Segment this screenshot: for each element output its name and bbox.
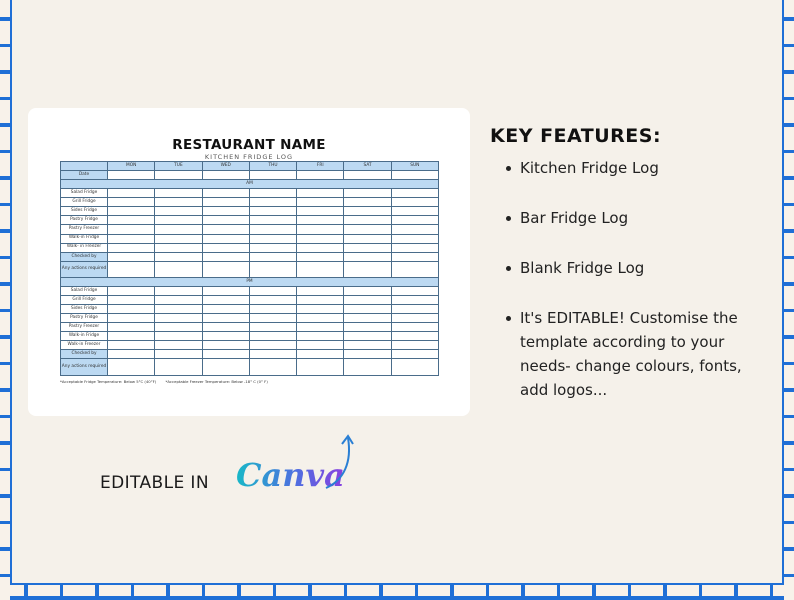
table-row [61,162,439,171]
table-entry-cell[interactable] [249,332,296,341]
table-entry-cell[interactable] [108,286,155,295]
table-entry-cell[interactable] [344,359,391,376]
table-entry-cell[interactable] [391,207,438,216]
table-entry-cell[interactable] [202,225,249,234]
table-entry-cell[interactable] [297,189,344,198]
table-entry-cell[interactable] [155,225,202,234]
table-label-cell: SAT [344,162,391,171]
bullet-icon [506,216,511,221]
table-entry-cell[interactable] [344,243,391,252]
table-entry-cell[interactable] [344,323,391,332]
border-tile [0,153,10,176]
feature-item: Kitchen Fridge Log [506,156,756,180]
border-tile [0,339,10,362]
table-entry-cell[interactable] [155,296,202,305]
table-entry-cell[interactable] [344,261,391,277]
table-corner-cell[interactable] [61,162,108,171]
table-entry-cell[interactable] [202,261,249,277]
border-tile [418,585,450,596]
border-tile [784,100,794,123]
border-tile [784,74,794,97]
table-entry-cell[interactable] [344,305,391,314]
table-entry-cell[interactable] [249,286,296,295]
table-label-cell: Walk- in Freezer [61,243,108,252]
border-tile [784,312,794,335]
border-tile [784,445,794,468]
border-tile [631,585,663,596]
table-entry-cell[interactable] [391,243,438,252]
table-entry-cell[interactable] [108,261,155,277]
table-entry-cell[interactable] [155,350,202,359]
table-label-cell: Date [61,171,108,180]
border-tile [784,233,794,256]
table-entry-cell[interactable] [391,359,438,376]
table-entry-cell[interactable] [202,189,249,198]
table-label-cell: Any actions required [61,261,108,277]
table-entry-cell[interactable] [108,207,155,216]
table-label-cell: Checked by [61,350,108,359]
table-entry-cell[interactable] [108,216,155,225]
border-tile [0,365,10,388]
editable-in-label: EDITABLE IN [100,473,209,493]
border-tile [0,127,10,150]
table-entry-cell[interactable] [391,216,438,225]
table-entry-cell[interactable] [344,296,391,305]
table-row [61,296,439,305]
table-entry-cell[interactable] [297,171,344,180]
freezer-temp-note: *Acceptable Freezer Temperature: Below -18° C (0° F) [165,379,268,384]
border-tile [0,418,10,441]
bullet-icon [506,316,511,321]
border-tile [0,392,10,415]
table-entry-cell[interactable] [108,350,155,359]
border-tile [454,585,486,596]
table-entry-cell[interactable] [202,341,249,350]
border-tile [784,498,794,521]
table-entry-cell[interactable] [297,252,344,261]
table-entry-cell[interactable] [249,207,296,216]
table-row [61,332,439,341]
table-entry-cell[interactable] [297,332,344,341]
table-entry-cell[interactable] [155,332,202,341]
table-entry-cell[interactable] [297,243,344,252]
table-label-cell: AM [61,180,439,189]
table-entry-cell[interactable] [202,314,249,323]
table-entry-cell[interactable] [108,359,155,376]
table-row [61,314,439,323]
table-row [61,305,439,314]
table-entry-cell[interactable] [249,234,296,243]
table-entry-cell[interactable] [344,252,391,261]
table-entry-cell[interactable] [297,341,344,350]
border-tile [784,127,794,150]
table-entry-cell[interactable] [249,252,296,261]
border-tile [0,100,10,123]
table-entry-cell[interactable] [344,225,391,234]
table-row [61,225,439,234]
table-entry-cell[interactable] [108,234,155,243]
table-label-cell: Pastry Fridge [61,314,108,323]
table-entry-cell[interactable] [391,296,438,305]
border-tile [702,585,734,596]
table-entry-cell[interactable] [202,286,249,295]
table-label-cell: Salad Fridge [61,189,108,198]
table-entry-cell[interactable] [297,207,344,216]
bullet-icon [506,166,511,171]
table-entry-cell[interactable] [108,225,155,234]
table-entry-cell[interactable] [202,171,249,180]
table-entry-cell[interactable] [202,359,249,376]
table-label-cell: Pastry Fridge [61,216,108,225]
table-entry-cell[interactable] [344,171,391,180]
table-entry-cell[interactable] [344,314,391,323]
border-tile [784,286,794,309]
table-entry-cell[interactable] [249,216,296,225]
table-row [61,216,439,225]
fridge-temp-note: *Acceptable Fridge Temperature: Below 5°C (40°F) [60,379,157,384]
table-label-cell: Salad Fridge [61,286,108,295]
table-label-cell: PM [61,277,439,286]
table-entry-cell[interactable] [297,225,344,234]
log-subtitle: KITCHEN FRIDGE LOG [204,153,294,161]
table-entry-cell[interactable] [202,252,249,261]
table-label-cell: Grill Fridge [61,198,108,207]
border-tile [784,339,794,362]
table-label-cell: FRI [297,162,344,171]
table-entry-cell[interactable] [297,296,344,305]
border-tile [170,585,202,596]
border-tile [784,0,794,17]
border-tile [383,585,415,596]
table-entry-cell[interactable] [108,341,155,350]
table-entry-cell[interactable] [297,359,344,376]
table-entry-cell[interactable] [249,350,296,359]
table-entry-cell[interactable] [249,341,296,350]
table-entry-cell[interactable] [155,314,202,323]
table-entry-cell[interactable] [202,243,249,252]
border-tile [784,365,794,388]
table-entry-cell[interactable] [155,234,202,243]
table-entry-cell[interactable] [391,323,438,332]
table-entry-cell[interactable] [297,323,344,332]
table-entry-cell[interactable] [344,341,391,350]
border-tile [784,153,794,176]
table-row [61,261,439,277]
border-tile [560,585,592,596]
border-tile [784,524,794,547]
table-entry-cell[interactable] [297,234,344,243]
table-label-cell: Grill Fridge [61,296,108,305]
border-tile [784,259,794,282]
template-preview-card [28,108,470,416]
table-entry-cell[interactable] [391,332,438,341]
border-tile [0,180,10,203]
table-entry-cell[interactable] [391,305,438,314]
table-label-cell: Walk-in Freezer [61,341,108,350]
border-tile [784,551,794,574]
table-entry-cell[interactable] [391,225,438,234]
table-entry-cell[interactable] [249,305,296,314]
table-entry-cell[interactable] [108,189,155,198]
border-tile [0,286,10,309]
border-tile [241,585,273,596]
table-entry-cell[interactable] [108,323,155,332]
border-tile [738,585,770,596]
table-entry-cell[interactable] [297,261,344,277]
border-tile [63,585,95,596]
border-tile [0,585,24,596]
table-entry-cell[interactable] [391,234,438,243]
table-entry-cell[interactable] [108,171,155,180]
border-tile [784,21,794,44]
table-entry-cell[interactable] [391,189,438,198]
table-entry-cell[interactable] [155,305,202,314]
table-row [61,243,439,252]
table-entry-cell[interactable] [344,350,391,359]
table-entry-cell[interactable] [344,234,391,243]
table-label-cell: TUE [155,162,202,171]
table-entry-cell[interactable] [297,216,344,225]
border-tile [773,585,794,596]
table-entry-cell[interactable] [202,332,249,341]
feature-item: It's EDITABLE! Customise the template according to your needs- change colours, fonts, add logos... [506,306,756,402]
border-tile [0,259,10,282]
border-tile [347,585,379,596]
fridge-log-table [60,161,439,376]
border-tile [0,233,10,256]
table-entry-cell[interactable] [391,171,438,180]
table-entry-cell[interactable] [155,216,202,225]
table-label-cell: Sides Fridge [61,207,108,216]
table-entry-cell[interactable] [202,216,249,225]
table-entry-cell[interactable] [108,243,155,252]
table-entry-cell[interactable] [249,225,296,234]
table-row [61,180,439,189]
border-tile [0,21,10,44]
table-entry-cell[interactable] [108,198,155,207]
border-tile [99,585,131,596]
table-entry-cell[interactable] [249,314,296,323]
table-entry-cell[interactable] [108,314,155,323]
table-entry-cell[interactable] [155,359,202,376]
border-tile [0,524,10,547]
table-row [61,234,439,243]
table-entry-cell[interactable] [391,286,438,295]
table-entry-cell[interactable] [344,189,391,198]
table-row [61,286,439,295]
table-row [61,277,439,286]
table-entry-cell[interactable] [108,296,155,305]
table-row [61,323,439,332]
table-entry-cell[interactable] [249,189,296,198]
border-tile [784,392,794,415]
table-entry-cell[interactable] [391,198,438,207]
table-entry-cell[interactable] [108,305,155,314]
table-entry-cell[interactable] [202,323,249,332]
border-tile [0,206,10,229]
table-entry-cell[interactable] [297,286,344,295]
table-entry-cell[interactable] [391,350,438,359]
border-tile [489,585,521,596]
table-entry-cell[interactable] [155,171,202,180]
table-entry-cell[interactable] [155,261,202,277]
features-list [506,156,756,402]
border-tile [0,312,10,335]
table-entry-cell[interactable] [391,314,438,323]
border-tile [0,551,10,574]
table-row [61,171,439,180]
border-tile [205,585,237,596]
table-entry-cell[interactable] [202,305,249,314]
table-row [61,189,439,198]
temperature-notes [60,379,276,384]
border-tile [0,47,10,70]
table-entry-cell[interactable] [297,350,344,359]
table-entry-cell[interactable] [202,198,249,207]
table-entry-cell[interactable] [297,305,344,314]
table-entry-cell[interactable] [155,243,202,252]
table-entry-cell[interactable] [249,323,296,332]
table-label-cell: Walk-in Fridge [61,332,108,341]
border-tile [784,418,794,441]
table-entry-cell[interactable] [344,286,391,295]
table-label-cell: Checked by [61,252,108,261]
table-entry-cell[interactable] [297,314,344,323]
table-entry-cell[interactable] [108,332,155,341]
bullet-icon [506,266,511,271]
table-label-cell: THU [249,162,296,171]
table-entry-cell[interactable] [391,261,438,277]
restaurant-name-title: RESTAURANT NAME [172,137,326,153]
table-entry-cell[interactable] [344,216,391,225]
border-tile [312,585,344,596]
table-entry-cell[interactable] [202,234,249,243]
table-label-cell: Pastry Freezer [61,323,108,332]
table-entry-cell[interactable] [155,341,202,350]
table-entry-cell[interactable] [155,189,202,198]
border-tile [0,498,10,521]
border-tile [28,585,60,596]
table-entry-cell[interactable] [344,332,391,341]
table-entry-cell[interactable] [202,207,249,216]
border-tile [0,74,10,97]
table-label-cell: Any actions required [61,359,108,376]
feature-item: Blank Fridge Log [506,256,756,280]
table-entry-cell[interactable] [344,207,391,216]
table-entry-cell[interactable] [155,252,202,261]
table-entry-cell[interactable] [108,252,155,261]
table-entry-cell[interactable] [297,198,344,207]
table-entry-cell[interactable] [155,198,202,207]
table-label-cell: Pastry Freezer [61,225,108,234]
border-tile [134,585,166,596]
border-tile [525,585,557,596]
border-tile [784,206,794,229]
feature-item: Bar Fridge Log [506,206,756,230]
table-entry-cell[interactable] [155,286,202,295]
border-tile [0,0,10,17]
table-entry-cell[interactable] [202,296,249,305]
table-row [61,350,439,359]
border-tile [276,585,308,596]
border-tile [784,47,794,70]
table-label-cell: WED [202,162,249,171]
key-features-heading: KEY FEATURES: [490,125,662,147]
table-entry-cell[interactable] [249,296,296,305]
table-row [61,252,439,261]
border-tile [0,445,10,468]
table-entry-cell[interactable] [202,350,249,359]
table-entry-cell[interactable] [155,207,202,216]
canva-logo: Canva [236,456,345,494]
table-entry-cell[interactable] [249,198,296,207]
border-tile [667,585,699,596]
table-label-cell: MON [108,162,155,171]
table-entry-cell[interactable] [249,261,296,277]
table-entry-cell[interactable] [391,252,438,261]
table-label-cell: Sides Fridge [61,305,108,314]
table-entry-cell[interactable] [155,323,202,332]
border-tile [784,180,794,203]
table-entry-cell[interactable] [249,243,296,252]
table-row [61,198,439,207]
table-row [61,207,439,216]
table-entry-cell[interactable] [249,171,296,180]
table-entry-cell[interactable] [391,341,438,350]
table-entry-cell[interactable] [344,198,391,207]
curved-arrow-icon [318,432,358,492]
table-label-cell: Walk-in Fridge [61,234,108,243]
table-entry-cell[interactable] [249,359,296,376]
table-label-cell: SUN [391,162,438,171]
border-tile [596,585,628,596]
table-row [61,341,439,350]
border-tile [0,471,10,494]
table-row [61,359,439,376]
border-tile [784,471,794,494]
